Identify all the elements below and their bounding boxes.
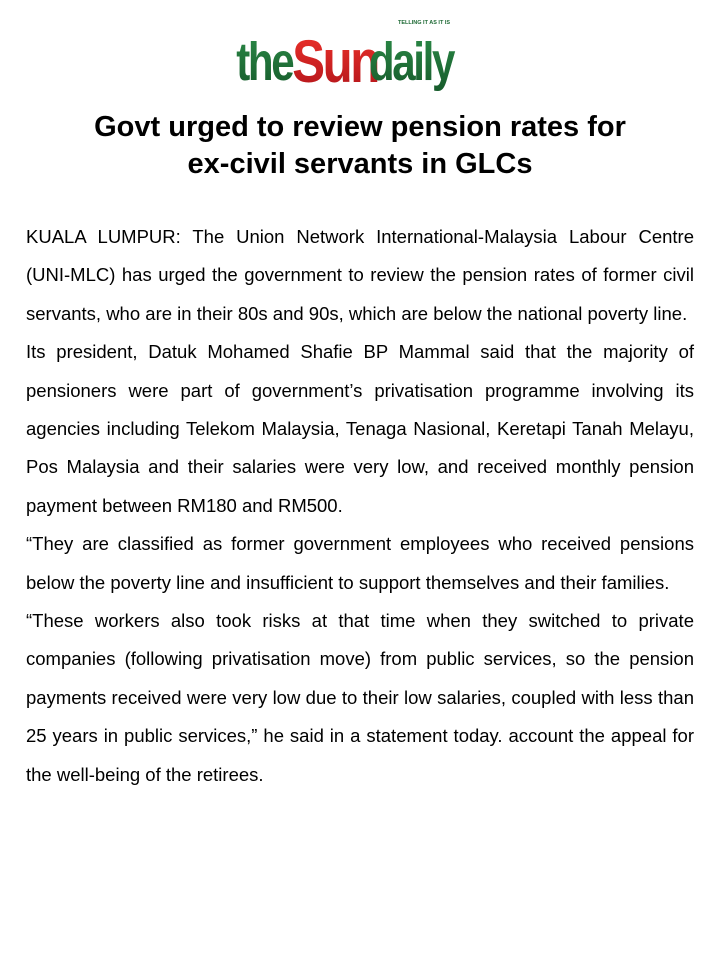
article-paragraph-2: Its president, Datuk Mohamed Shafie BP Mammal said that the majority of pensioners were part of government’s privatisation programme involving its agencies including Telekom Malaysia, Tenaga Nasional, Keretapi Tanah Melayu, Pos Malaysia and their salaries were very low, and received monthly pension payment between RM180 and RM500.: [26, 341, 694, 516]
logo-tagline: TELLING IT AS IT IS: [398, 20, 451, 26]
logo-sun-text: Sun: [292, 27, 378, 96]
masthead-logo: [0, 4, 720, 100]
thesundaily-logo: [230, 4, 490, 100]
article-body: [26, 218, 694, 794]
article-headline: [20, 109, 700, 183]
logo-daily-text: daily: [368, 32, 454, 93]
article-paragraph-3: “They are classified as former government employees who received pensions below the poverty line and insufficient to support themselves and their families.: [26, 533, 694, 593]
article-paragraph-1: KUALA LUMPUR: The Union Network International-Malaysia Labour Centre (UNI-MLC) has urged the government to review the pension rates of former civil servants, who are in their 80s and 90s, which are below the national poverty line.: [26, 226, 694, 324]
headline-line-2: ex-civil servants in GLCs: [187, 148, 533, 180]
article-paragraph-4: “These workers also took risks at that time when they switched to private companies (following privatisation move) from public services, so the pension payments received were very low due to their low salaries, coupled with less than 25 years in public services,” he said in a statement today. account the appeal for the well-being of the retirees.: [26, 610, 694, 785]
headline-line-1: Govt urged to review pension rates for: [94, 111, 626, 143]
logo-the-text: the: [236, 32, 293, 93]
